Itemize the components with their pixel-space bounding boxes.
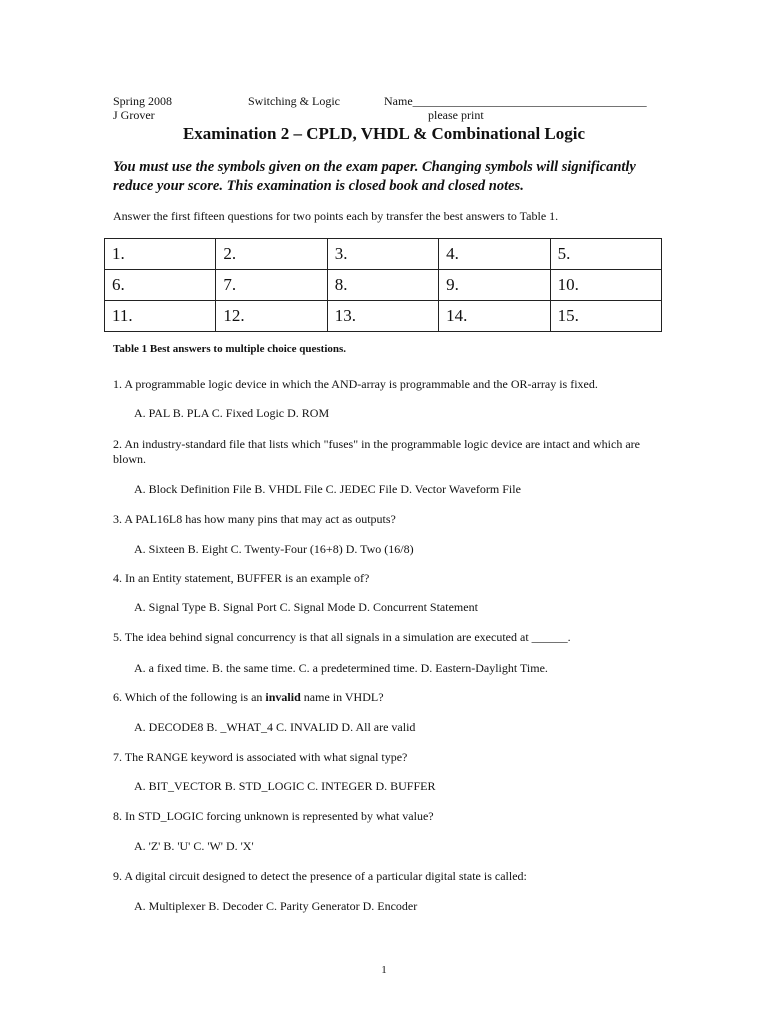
answer-cell-3: 3. [327,239,438,270]
answer-table [104,238,662,332]
question-6-options: A. DECODE8 B. _WHAT_4 C. INVALID D. All are valid [134,720,416,734]
question-8: 8. In STD_LOGIC forcing unknown is represented by what value? [113,809,434,823]
answer-cell-14: 14. [439,301,550,332]
table-row [105,301,662,332]
exam-warning: You must use the symbols given on the exam paper. Changing symbols will significantly reduce your score. This examination is closed book and closed notes. [113,159,636,194]
answer-cell-13: 13. [327,301,438,332]
instructions: Answer the first fifteen questions for two points each by transfer the best answers to Table 1. [113,209,559,223]
question-1: 1. A programmable logic device in which the AND-array is programmable and the OR-array is fixed. [113,377,598,391]
question-4: 4. In an Entity statement, BUFFER is an example of? [113,571,370,585]
answer-cell-12: 12. [216,301,327,332]
question-6-text-bold: invalid [265,690,301,704]
answer-cell-9: 9. [439,270,550,301]
answer-cell-4: 4. [439,239,550,270]
question-2-options: A. Block Definition File B. VHDL File C. JEDEC File D. Vector Waveform File [134,482,521,496]
question-4-options: A. Signal Type B. Signal Port C. Signal Mode D. Concurrent Statement [134,600,478,614]
question-1-options: A. PAL B. PLA C. Fixed Logic D. ROM [134,406,330,420]
page-number: 1 [381,964,387,976]
answer-cell-7: 7. [216,270,327,301]
table-row [105,270,662,301]
question-3-options: A. Sixteen B. Eight C. Twenty-Four (16+8) D. Two (16/8) [134,542,414,556]
question-5-options: A. a fixed time. B. the same time. C. a predetermined time. D. Eastern-Daylight Time. [134,661,548,675]
table-row [105,239,662,270]
answer-cell-1: 1. [105,239,216,270]
question-6-text-post: name in VHDL? [300,690,384,704]
question-9: 9. A digital circuit designed to detect the presence of a particular digital state is called: [113,869,527,883]
answer-cell-5: 5. [550,239,661,270]
answer-cell-2: 2. [216,239,327,270]
question-9-options: A. Multiplexer B. Decoder C. Parity Generator D. Encoder [134,899,418,913]
please-print-label: please print [428,108,484,122]
table-caption: Table 1 Best answers to multiple choice questions. [113,343,347,355]
question-7-options: A. BIT_VECTOR B. STD_LOGIC C. INTEGER D. BUFFER [134,779,436,793]
instructor-label: J Grover [113,108,155,122]
exam-title: Examination 2 – CPLD, VHDL & Combinational Logic [182,124,586,143]
question-5: 5. The idea behind signal concurrency is that all signals in a simulation are executed at ______. [113,630,571,644]
question-2: 2. An industry-standard file that lists which "fuses" in the programmable logic device are intact and which are blown. [113,437,640,466]
answer-cell-10: 10. [550,270,661,301]
semester-label: Spring 2008 [113,94,173,108]
answer-cell-6: 6. [105,270,216,301]
question-6-text-pre: 6. Which of the following is an [113,690,266,704]
answer-cell-15: 15. [550,301,661,332]
question-7: 7. The RANGE keyword is associated with what signal type? [113,750,408,764]
answer-cell-8: 8. [327,270,438,301]
question-8-options: A. 'Z' B. 'U' C. 'W' D. 'X' [134,839,254,853]
name-field: Name_______________________________________ [384,94,647,108]
answer-cell-11: 11. [105,301,216,332]
question-3: 3. A PAL16L8 has how many pins that may act as outputs? [113,512,396,526]
course-label: Switching & Logic [248,94,340,108]
question-6 [113,690,673,705]
